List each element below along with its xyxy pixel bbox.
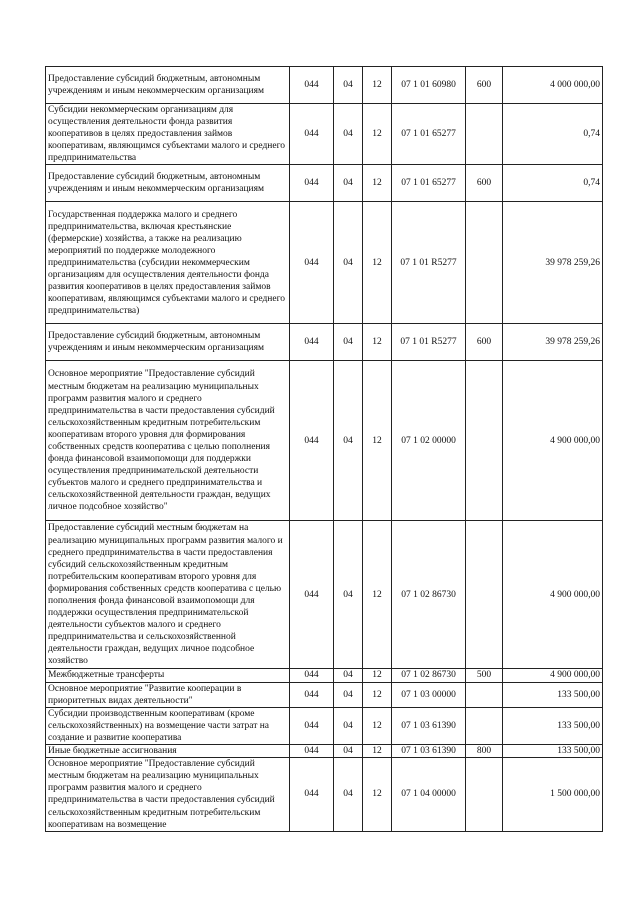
expense-type-code xyxy=(466,361,503,521)
row-name: Основное мероприятие "Предоставление субсидий местным бюджетам на реализацию муниципальных программ развития малого и среднего предпринимательства в части предоставления субсидий сельскохозяйственным кредитным потребительским кооперативам на возмещение xyxy=(46,758,290,832)
section-code: 04 xyxy=(334,165,363,202)
target-code: 07 1 01 R5277 xyxy=(392,202,466,324)
subsection-code: 12 xyxy=(363,104,392,165)
target-code: 07 1 02 00000 xyxy=(392,361,466,521)
amount: 4 900 000,00 xyxy=(503,361,603,521)
subsection-code: 12 xyxy=(363,669,392,682)
table-row xyxy=(46,104,603,165)
target-code: 07 1 03 61390 xyxy=(392,745,466,758)
table-row xyxy=(46,707,603,744)
ministry-code: 044 xyxy=(290,521,334,669)
ministry-code: 044 xyxy=(290,165,334,202)
section-code: 04 xyxy=(334,67,363,104)
expense-type-code xyxy=(466,104,503,165)
expense-type-code xyxy=(466,202,503,324)
ministry-code: 044 xyxy=(290,707,334,744)
target-code: 07 1 04 00000 xyxy=(392,758,466,832)
row-name: Межбюджетные трансферты xyxy=(46,669,290,682)
section-code: 04 xyxy=(334,521,363,669)
row-name: Субсидии некоммерческим организациям для осуществления деятельности фонда развития кооперативов в целях предоставления займов кооперативам, являющимся субъектами малого и среднего предпринимательства xyxy=(46,104,290,165)
ministry-code: 044 xyxy=(290,324,334,361)
subsection-code: 12 xyxy=(363,165,392,202)
subsection-code: 12 xyxy=(363,67,392,104)
subsection-code: 12 xyxy=(363,202,392,324)
table-row xyxy=(46,521,603,669)
row-name: Иные бюджетные ассигнования xyxy=(46,745,290,758)
expense-type-code xyxy=(466,521,503,669)
table-row xyxy=(46,324,603,361)
subsection-code: 12 xyxy=(363,682,392,707)
section-code: 04 xyxy=(334,707,363,744)
amount: 39 978 259,26 xyxy=(503,202,603,324)
table-row xyxy=(46,361,603,521)
subsection-code: 12 xyxy=(363,745,392,758)
target-code: 07 1 03 00000 xyxy=(392,682,466,707)
expense-type-code xyxy=(466,758,503,832)
table-row xyxy=(46,669,603,682)
target-code: 07 1 01 R5277 xyxy=(392,324,466,361)
amount: 4 000 000,00 xyxy=(503,67,603,104)
ministry-code: 044 xyxy=(290,682,334,707)
section-code: 04 xyxy=(334,104,363,165)
subsection-code: 12 xyxy=(363,361,392,521)
table-row xyxy=(46,165,603,202)
ministry-code: 044 xyxy=(290,67,334,104)
target-code: 07 1 02 86730 xyxy=(392,669,466,682)
amount: 1 500 000,00 xyxy=(503,758,603,832)
table-body xyxy=(46,67,603,832)
subsection-code: 12 xyxy=(363,521,392,669)
ministry-code: 044 xyxy=(290,361,334,521)
amount: 4 900 000,00 xyxy=(503,669,603,682)
section-code: 04 xyxy=(334,202,363,324)
section-code: 04 xyxy=(334,682,363,707)
ministry-code: 044 xyxy=(290,745,334,758)
expense-type-code: 600 xyxy=(466,324,503,361)
amount: 133 500,00 xyxy=(503,707,603,744)
table-row xyxy=(46,682,603,707)
table-row xyxy=(46,67,603,104)
amount: 0,74 xyxy=(503,165,603,202)
subsection-code: 12 xyxy=(363,758,392,832)
table-row xyxy=(46,745,603,758)
ministry-code: 044 xyxy=(290,758,334,832)
amount: 39 978 259,26 xyxy=(503,324,603,361)
expense-type-code: 500 xyxy=(466,669,503,682)
amount: 4 900 000,00 xyxy=(503,521,603,669)
subsection-code: 12 xyxy=(363,324,392,361)
section-code: 04 xyxy=(334,669,363,682)
amount: 133 500,00 xyxy=(503,682,603,707)
target-code: 07 1 03 61390 xyxy=(392,707,466,744)
target-code: 07 1 01 65277 xyxy=(392,104,466,165)
amount: 133 500,00 xyxy=(503,745,603,758)
section-code: 04 xyxy=(334,758,363,832)
section-code: 04 xyxy=(334,324,363,361)
target-code: 07 1 02 86730 xyxy=(392,521,466,669)
section-code: 04 xyxy=(334,361,363,521)
row-name: Основное мероприятие "Развитие кооперации в приоритетных видах деятельности" xyxy=(46,682,290,707)
expense-type-code: 800 xyxy=(466,745,503,758)
row-name: Предоставление субсидий бюджетным, автономным учреждениям и иным некоммерческим организациям xyxy=(46,165,290,202)
amount: 0,74 xyxy=(503,104,603,165)
row-name: Предоставление субсидий местным бюджетам на реализацию муниципальных программ развития малого и среднего предпринимательства в части предоставления субсидий сельскохозяйственным кредитным потребительским кооперативам второго уровня для формирования собственных средств кооператива с целью пополнения фонда финансовой взаимопомощи для поддержки осуществления предпринимательской деятельности субъектов малого и среднего предпринимательства и сельскохозяйственной деятельности граждан, ведущих личное подсобное хозяйство xyxy=(46,521,290,669)
ministry-code: 044 xyxy=(290,669,334,682)
subsection-code: 12 xyxy=(363,707,392,744)
target-code: 07 1 01 65277 xyxy=(392,165,466,202)
row-name: Предоставление субсидий бюджетным, автономным учреждениям и иным некоммерческим организациям xyxy=(46,67,290,104)
table-row xyxy=(46,202,603,324)
expense-type-code: 600 xyxy=(466,165,503,202)
expense-type-code xyxy=(466,682,503,707)
section-code: 04 xyxy=(334,745,363,758)
row-name: Предоставление субсидий бюджетным, автономным учреждениям и иным некоммерческим организациям xyxy=(46,324,290,361)
expense-type-code: 600 xyxy=(466,67,503,104)
budget-table xyxy=(45,66,603,832)
row-name: Государственная поддержка малого и среднего предпринимательства, включая крестьянские (фермерские) хозяйства, а также на реализацию мероприятий по поддержке молодежного предпринимательства (субсидии некоммерческим организациям для осуществления деятельности фонда развития кооперативов в целях предоставления займов кооперативам, являющимся субъектами малого и среднего предпринимательства) xyxy=(46,202,290,324)
row-name: Основное мероприятие "Предоставление субсидий местным бюджетам на реализацию муниципальных программ развития малого и среднего предпринимательства в части предоставления субсидий сельскохозяйственным кредитным потребительским кооперативам второго уровня для формирования собственных средств кооператива с целью пополнения фонда финансовой взаимопомощи для поддержки осуществления предпринимательской деятельности субъектов малого и среднего предпринимательства и сельскохозяйственной деятельности граждан, ведущих личное подсобное хозяйство" xyxy=(46,361,290,521)
expense-type-code xyxy=(466,707,503,744)
ministry-code: 044 xyxy=(290,202,334,324)
table-row xyxy=(46,758,603,832)
row-name: Субсидии производственным кооперативам (кроме сельскохозяйственных) на возмещение части затрат на создание и развитие кооператива xyxy=(46,707,290,744)
ministry-code: 044 xyxy=(290,104,334,165)
target-code: 07 1 01 60980 xyxy=(392,67,466,104)
